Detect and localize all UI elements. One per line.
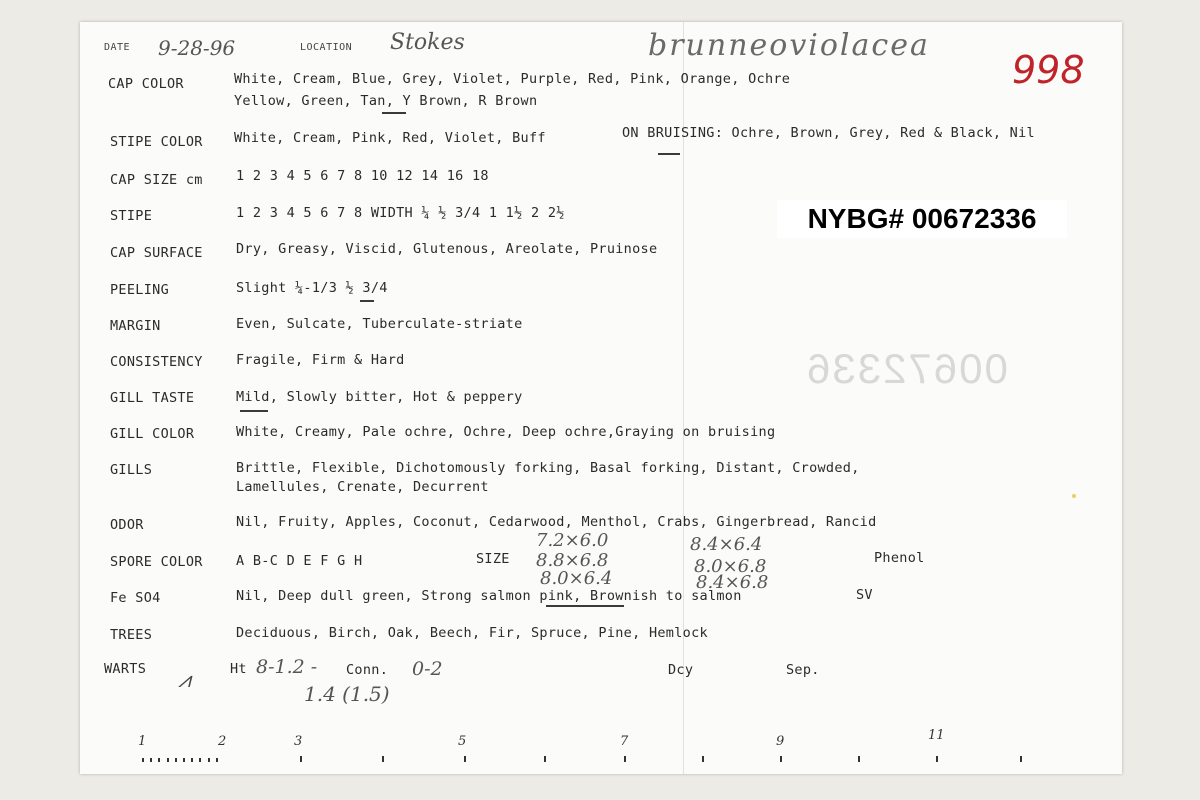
row-value-feso4: Nil, Deep dull green, Strong salmon pink, Brownish to salmon bbox=[236, 588, 742, 604]
underline-half bbox=[360, 300, 374, 302]
row-value-peeling: Slight ¼-1/3 ½ 3/4 bbox=[236, 280, 388, 296]
underline-bruising bbox=[658, 153, 680, 155]
spore-size-hw-1: 7.2×6.0 bbox=[536, 530, 609, 551]
location-label: LOCATION bbox=[300, 42, 353, 53]
row-value-gill-color: White, Creamy, Pale ochre, Ochre, Deep ochre,Graying on bruising bbox=[236, 424, 776, 440]
ruler-mark-5: 5 bbox=[458, 734, 467, 749]
row-value-gills-2: Lamellules, Crenate, Decurrent bbox=[236, 479, 489, 495]
spore-size-hw-4: 8.4×6.4 bbox=[690, 534, 763, 555]
spore-size-label: SIZE bbox=[476, 551, 510, 567]
ruler-coarse-tick bbox=[780, 756, 782, 762]
ruler-coarse-tick bbox=[544, 756, 546, 762]
ruler-fine-tick bbox=[199, 758, 201, 762]
row-value-cap-size: 1 2 3 4 5 6 7 8 10 12 14 16 18 bbox=[236, 168, 489, 184]
ruler-coarse-tick bbox=[382, 756, 384, 762]
ruler-coarse-tick bbox=[858, 756, 860, 762]
ruler-coarse-tick bbox=[702, 756, 704, 762]
ruler-fine-tick bbox=[158, 758, 160, 762]
ruler-mark-3: 3 bbox=[294, 734, 303, 749]
row-label-odor: ODOR bbox=[110, 517, 144, 533]
row-label-gill-color: GILL COLOR bbox=[110, 426, 195, 442]
row-value-cap-surface: Dry, Greasy, Viscid, Glutenous, Areolate, Pruinose bbox=[236, 241, 658, 257]
ruler-mark-9: 9 bbox=[776, 734, 785, 749]
row-label-cap-size: CAP SIZE cm bbox=[110, 172, 203, 188]
row-label-trees: TREES bbox=[110, 627, 153, 643]
ruler-mark-2: 2 bbox=[218, 734, 227, 749]
underline-tan bbox=[382, 112, 406, 114]
ruler-fine-tick bbox=[142, 758, 144, 762]
nybg-barcode-label: NYBG# 00672336 bbox=[777, 200, 1067, 238]
row-value-cap-color-2: Yellow, Green, Tan, Y Brown, R Brown bbox=[234, 93, 538, 109]
phenol-label: Phenol bbox=[874, 550, 925, 566]
ruler-coarse-tick bbox=[624, 756, 626, 762]
ruler-mark-11: 11 bbox=[928, 728, 945, 743]
warts-conn-label: Conn. bbox=[346, 662, 389, 678]
warts-conn-hw: 0-2 bbox=[412, 658, 443, 680]
date-value: 9-28-96 bbox=[158, 36, 236, 60]
row-label-stipe-color: STIPE COLOR bbox=[110, 134, 203, 150]
warts-ht-hw: 8-1.2 - bbox=[256, 656, 318, 678]
arrow-mark-icon: ⩘ bbox=[178, 668, 191, 693]
ruler-fine-tick bbox=[150, 758, 152, 762]
row-value-spore-color: A B-C D E F G H bbox=[236, 553, 363, 569]
row-value-gill-taste: Mild, Slowly bitter, Hot & peppery bbox=[236, 389, 523, 405]
paper-speck bbox=[1072, 494, 1076, 498]
ghost-barcode-number: 00672336 bbox=[805, 345, 1008, 392]
bottom-ruler bbox=[140, 760, 960, 762]
spore-size-hw-3: 8.0×6.4 bbox=[540, 568, 613, 589]
row-value-odor: Nil, Fruity, Apples, Coconut, Cedarwood, Menthol, Crabs, Gingerbread, Rancid bbox=[236, 514, 877, 530]
row-label-gill-taste: GILL TASTE bbox=[110, 390, 195, 406]
row-value-gills: Brittle, Flexible, Dichotomously forking, Basal forking, Distant, Crowded, bbox=[236, 460, 860, 476]
ruler-fine-tick bbox=[183, 758, 185, 762]
row-value-stipe: 1 2 3 4 5 6 7 8 WIDTH ¼ ½ 3/4 1 1½ 2 2½ bbox=[236, 205, 565, 221]
underline-mild bbox=[240, 410, 268, 412]
species-name: brunneoviolacea bbox=[648, 28, 930, 63]
row-label-spore-color: SPORE COLOR bbox=[110, 554, 203, 570]
row-value-cap-color: White, Cream, Blue, Grey, Violet, Purple, Red, Pink, Orange, Ochre bbox=[234, 71, 791, 87]
underline-salmon-pink bbox=[546, 605, 624, 607]
row-label-peeling: PEELING bbox=[110, 282, 169, 298]
row-value-trees: Deciduous, Birch, Oak, Beech, Fir, Spruce, Pine, Hemlock bbox=[236, 625, 708, 641]
ruler-coarse-tick bbox=[1020, 756, 1022, 762]
ruler-fine-tick bbox=[167, 758, 169, 762]
row-label-gills: GILLS bbox=[110, 462, 153, 478]
row-label-cap-surface: CAP SURFACE bbox=[110, 245, 203, 261]
spore-size-hw-6: 8.4×6.8 bbox=[696, 572, 769, 593]
row-label-consistency: CONSISTENCY bbox=[110, 354, 203, 370]
collection-number: 998 bbox=[1012, 48, 1085, 92]
spore-size-hw-2: 8.8×6.8 bbox=[536, 550, 609, 571]
ruler-coarse-tick bbox=[300, 756, 302, 762]
location-value: Stokes bbox=[390, 30, 465, 55]
ruler-fine-tick bbox=[191, 758, 193, 762]
date-label: DATE bbox=[104, 42, 131, 53]
warts-dcy-label: Dcy bbox=[668, 662, 694, 678]
ruler-mark-7: 7 bbox=[620, 734, 629, 749]
row-value-consistency: Fragile, Firm & Hard bbox=[236, 352, 405, 368]
sv-label: SV bbox=[856, 587, 873, 603]
row-label-stipe: STIPE bbox=[110, 208, 153, 224]
row-label-cap-color: CAP COLOR bbox=[108, 76, 184, 92]
row-value-stipe-color: White, Cream, Pink, Red, Violet, Buff bbox=[234, 130, 546, 146]
warts-ht-label: Ht bbox=[230, 661, 247, 677]
row-label-feso4: Fe SO4 bbox=[110, 590, 161, 606]
spore-size-hw-5: 8.0×6.8 bbox=[694, 556, 767, 577]
row-label-margin: MARGIN bbox=[110, 318, 161, 334]
ruler-mark-1: 1 bbox=[138, 734, 147, 749]
ruler-fine-tick bbox=[216, 758, 218, 762]
row-extra-on-bruising: ON BRUISING: Ochre, Brown, Grey, Red & Black, Nil bbox=[622, 125, 1035, 141]
ruler-fine-tick bbox=[208, 758, 210, 762]
ruler-coarse-tick bbox=[936, 756, 938, 762]
row-value-margin: Even, Sulcate, Tuberculate-striate bbox=[236, 316, 523, 332]
ruler-coarse-tick bbox=[464, 756, 466, 762]
warts-sep-label: Sep. bbox=[786, 662, 820, 678]
warts-ht-hw-2: 1.4 (1.5) bbox=[304, 682, 390, 706]
ruler-fine-tick bbox=[175, 758, 177, 762]
row-label-warts: WARTS bbox=[104, 661, 147, 677]
